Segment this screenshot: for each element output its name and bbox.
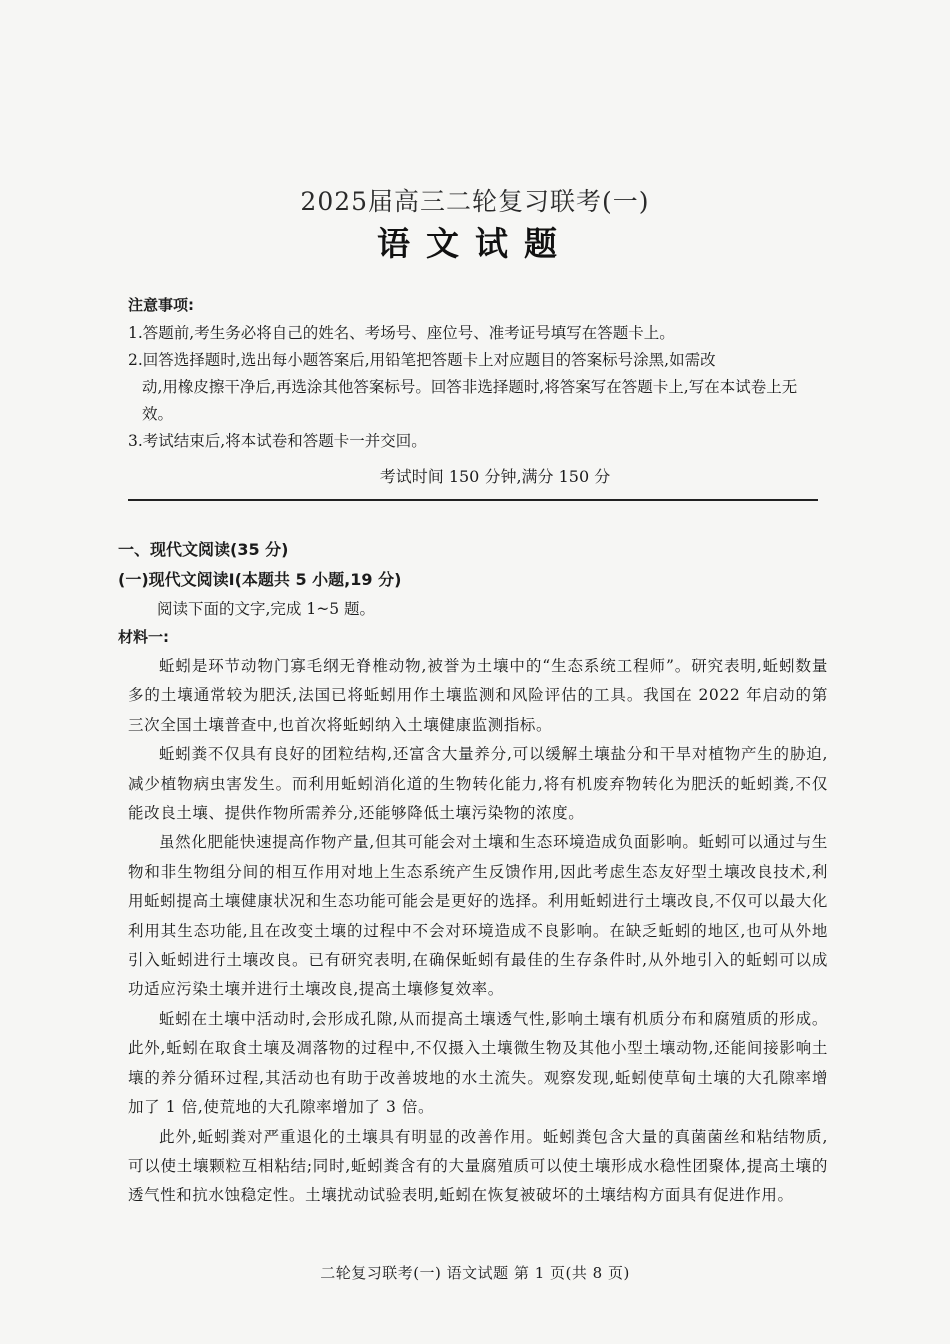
material-label: 材料一:: [118, 628, 169, 646]
notes-heading: 注意事项:: [128, 296, 194, 314]
paragraph: 此外,蚯蚓粪对严重退化的土壤具有明显的改善作用。蚯蚓粪包含大量的真菌菌丝和粘结物质,可以使土壤颗粒互相粘结;同时,蚯蚓粪含有的大量腐殖质可以使土壤形成水稳性团聚体,提高土壤的透气性和抗水蚀稳定性。土壤扰动试验表明,蚯蚓在恢复被破坏的土壤结构方面具有促进作用。: [128, 1127, 828, 1205]
notes-block: [128, 292, 828, 455]
subsection-title: (一)现代文阅读Ⅰ(本题共 5 小题,19 分): [118, 570, 402, 589]
divider-line: [128, 499, 818, 501]
note-text: 2.回答选择题时,选出每小题答案后,用铅笔把答题卡上对应题目的答案标号涂黑,如需改: [128, 351, 716, 369]
exam-title: 2025届高三二轮复习联考(一): [300, 187, 650, 216]
note-text: 1.答题前,考生务必将自己的姓名、考场号、座位号、准考证号填写在答题卡上。: [128, 324, 675, 342]
paragraph: 蚯蚓是环节动物门寡毛纲无脊椎动物,被誉为土壤中的“生态系统工程师”。研究表明,蚯蚓数量多的土壤通常较为肥沃,法国已将蚯蚓用作土壤监测和风险评估的工具。我国在 2022 年启动的第三次全国土壤普查中,也首次将蚯蚓纳入土壤健康监测指标。: [128, 657, 828, 734]
note-item-3: [128, 428, 828, 455]
subject-title: 语文试题: [377, 224, 573, 263]
note-text: 3.考试结束后,将本试卷和答题卡一并交回。: [128, 432, 427, 450]
page-footer: 二轮复习联考(一) 语文试题 第 1 页(共 8 页): [320, 1264, 630, 1282]
section-title: 一、现代文阅读(35 分): [118, 540, 289, 559]
paragraph: 虽然化肥能快速提高作物产量,但其可能会对土壤和生态环境造成负面影响。蚯蚓可以通过与生物和非生物组分间的相互作用对地上生态系统产生反馈作用,因此考虑生态友好型土壤改良技术,利用蚯蚓提高土壤健康状况和生态功能可能会是更好的选择。利用蚯蚓进行土壤改良,不仅可以最大化利用其生态功能,且在改变土壤的过程中不会对环境造成不良影响。在缺乏蚯蚓的地区,也可从外地引入蚯蚓进行土壤改良。已有研究表明,在确保蚯蚓有最佳的生存条件时,从外地引入的蚯蚓可以成功适应污染土壤并进行土壤改良,提高土壤修复效率。: [128, 833, 828, 999]
note-item-2: [128, 347, 828, 428]
exam-info: 考试时间 150 分钟,满分 150 分: [379, 467, 611, 486]
paragraph: 蚯蚓在土壤中活动时,会形成孔隙,从而提高土壤透气性,影响土壤有机质分布和腐殖质的形成。此外,蚯蚓在取食土壤及凋落物的过程中,不仅摄入土壤微生物及其他小型土壤动物,还能间接影响土壤的养分循环过程,其活动也有助于改善坡地的水土流失。观察发现,蚯蚓使草甸土壤的大孔隙率增加了 1 倍,使荒地的大孔隙率增加了 3 倍。: [128, 1009, 828, 1117]
reading-instruction: 阅读下面的文字,完成 1~5 题。: [157, 600, 375, 618]
note-text-continued: 动,用橡皮擦干净后,再选涂其他答案标号。回答非选择题时,将答案写在答题卡上,写在本试卷上无效。: [142, 378, 798, 423]
paragraph: 蚯蚓粪不仅具有良好的团粒结构,还富含大量养分,可以缓解土壤盐分和干旱对植物产生的胁迫,减少植物病虫害发生。而利用蚯蚓消化道的生物转化能力,将有机废弃物转化为肥沃的蚯蚓粪,不仅能改良土壤、提供作物所需养分,还能够降低土壤污染物的浓度。: [128, 745, 828, 823]
material-body: [128, 652, 828, 1211]
note-item-1: [128, 320, 828, 347]
